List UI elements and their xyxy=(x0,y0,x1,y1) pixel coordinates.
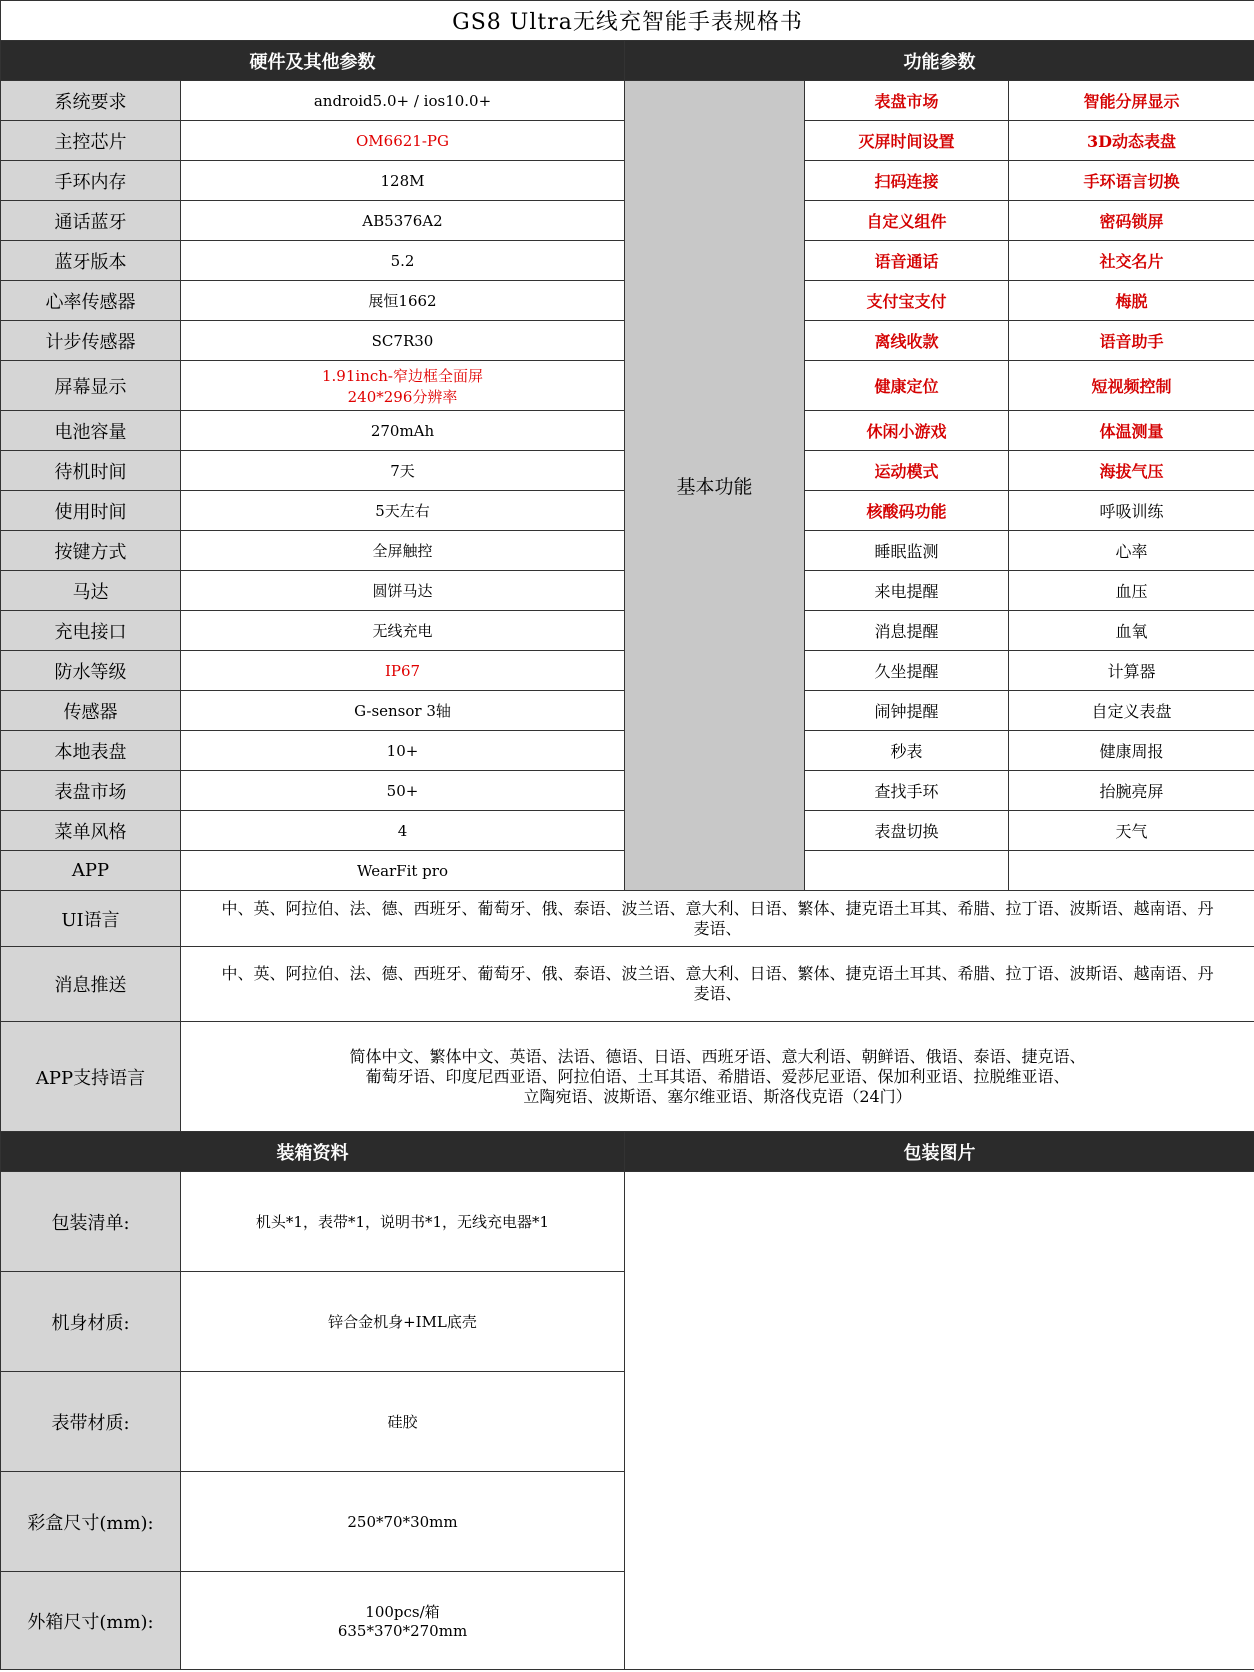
spec-value xyxy=(181,361,625,411)
spec-value: 50+ xyxy=(181,771,625,811)
spec-label: 马达 xyxy=(1,571,181,611)
basic-function-label: 基本功能 xyxy=(625,81,805,891)
spec-label: 传感器 xyxy=(1,691,181,731)
feature-cell: 久坐提醒 xyxy=(805,651,1009,691)
feature-cell: 心率 xyxy=(1009,531,1254,571)
spec-label: 防水等级 xyxy=(1,651,181,691)
feature-cell: 短视频控制 xyxy=(1009,361,1254,411)
packing-label: 机身材质: xyxy=(1,1272,181,1372)
feature-cell: 休闲小游戏 xyxy=(805,411,1009,451)
spec-value: IP67 xyxy=(181,651,625,691)
ui-language-row xyxy=(1,891,1254,947)
ui-language-line: 中、英、阿拉伯、法、德、西班牙、葡萄牙、俄、泰语、波兰语、意大利、日语、繁体、捷克语土耳其、希腊、拉丁语、波斯语、越南语、丹 xyxy=(221,898,1214,918)
app-language-line: 立陶宛语、波斯语、塞尔维亚语、斯洛伐克语（24门） xyxy=(523,1086,912,1106)
packing-label: 外箱尺寸(mm): xyxy=(1,1572,181,1670)
feature-cell: 语音通话 xyxy=(805,241,1009,281)
spec-value-line: 240*296分辨率 xyxy=(347,387,458,406)
packing-value xyxy=(181,1572,625,1670)
feature-cell: 血压 xyxy=(1009,571,1254,611)
packing-label: 彩盒尺寸(mm): xyxy=(1,1472,181,1572)
spec-value: 展恒1662 xyxy=(181,281,625,321)
feature-cell: 表盘切换 xyxy=(805,811,1009,851)
ui-language-label: UI语言 xyxy=(1,891,181,947)
spec-label: 菜单风格 xyxy=(1,811,181,851)
packing-value: 250*70*30mm xyxy=(181,1472,625,1572)
feature-cell: 体温测量 xyxy=(1009,411,1254,451)
spec-label: 心率传感器 xyxy=(1,281,181,321)
feature-cell: 灭屏时间设置 xyxy=(805,121,1009,161)
spec-label: 系统要求 xyxy=(1,81,181,121)
feature-cell: 社交名片 xyxy=(1009,241,1254,281)
spec-value: SC7R30 xyxy=(181,321,625,361)
spec-value: OM6621-PG xyxy=(181,121,625,161)
spec-label: APP xyxy=(1,851,181,891)
packing-value: 锌合金机身+IML底壳 xyxy=(181,1272,625,1372)
spec-label: 主控芯片 xyxy=(1,121,181,161)
feature-cell: 离线收款 xyxy=(805,321,1009,361)
feature-cell: 表盘市场 xyxy=(805,81,1009,121)
feature-cell xyxy=(1009,851,1254,891)
spec-value: 270mAh xyxy=(181,411,625,451)
feature-cell: 天气 xyxy=(1009,811,1254,851)
feature-cell: 消息提醒 xyxy=(805,611,1009,651)
packing-row xyxy=(1,1172,1254,1272)
feature-cell xyxy=(805,851,1009,891)
feature-cell: 语音助手 xyxy=(1009,321,1254,361)
section-header-packing: 装箱资料 xyxy=(1,1132,625,1172)
feature-cell: 海拔气压 xyxy=(1009,451,1254,491)
spec-value: WearFit pro xyxy=(181,851,625,891)
feature-cell: 自定义组件 xyxy=(805,201,1009,241)
spec-label: 通话蓝牙 xyxy=(1,201,181,241)
feature-cell: 手环语言切换 xyxy=(1009,161,1254,201)
ui-language-value xyxy=(181,891,1254,947)
packing-label: 包装清单: xyxy=(1,1172,181,1272)
spec-label: 本地表盘 xyxy=(1,731,181,771)
page-title: GS8 Ultra无线充智能手表规格书 xyxy=(1,1,1254,41)
spec-value: 10+ xyxy=(181,731,625,771)
message-push-line: 中、英、阿拉伯、法、德、西班牙、葡萄牙、俄、泰语、波兰语、意大利、日语、繁体、捷克语土耳其、希腊、拉丁语、波斯语、越南语、丹 xyxy=(221,964,1214,983)
feature-cell: 来电提醒 xyxy=(805,571,1009,611)
feature-cell: 闹钟提醒 xyxy=(805,691,1009,731)
spec-label: 蓝牙版本 xyxy=(1,241,181,281)
spec-label: 充电接口 xyxy=(1,611,181,651)
spec-label: 待机时间 xyxy=(1,451,181,491)
feature-cell: 抬腕亮屏 xyxy=(1009,771,1254,811)
spec-value-line: 1.91inch-窄边框全面屏 xyxy=(322,366,483,385)
spec-value: 5.2 xyxy=(181,241,625,281)
feature-cell: 自定义表盘 xyxy=(1009,691,1254,731)
app-language-value xyxy=(181,1022,1254,1132)
feature-cell: 智能分屏显示 xyxy=(1009,81,1254,121)
message-push-row xyxy=(1,947,1254,1022)
ui-language-line: 麦语、 xyxy=(693,918,742,938)
feature-cell: 睡眠监测 xyxy=(805,531,1009,571)
section-header-function: 功能参数 xyxy=(625,41,1254,81)
spec-value: 5天左右 xyxy=(181,491,625,531)
packing-value: 机头*1，表带*1，说明书*1，无线充电器*1 xyxy=(181,1172,625,1272)
feature-cell: 核酸码功能 xyxy=(805,491,1009,531)
spec-label: 手环内存 xyxy=(1,161,181,201)
packing-value-line: 635*370*270mm xyxy=(337,1622,468,1640)
spec-label: 计步传感器 xyxy=(1,321,181,361)
spec-label: 按键方式 xyxy=(1,531,181,571)
packing-value-line: 100pcs/箱 xyxy=(365,1603,440,1621)
section-header-package-image: 包装图片 xyxy=(625,1132,1254,1172)
message-push-value xyxy=(181,947,1254,1022)
spec-value: 全屏触控 xyxy=(181,531,625,571)
message-push-label: 消息推送 xyxy=(1,947,181,1022)
feature-cell: 扫码连接 xyxy=(805,161,1009,201)
feature-cell: 支付宝支付 xyxy=(805,281,1009,321)
spec-value: android5.0+ / ios10.0+ xyxy=(181,81,625,121)
feature-cell: 呼吸训练 xyxy=(1009,491,1254,531)
spec-value: 128M xyxy=(181,161,625,201)
app-language-label: APP支持语言 xyxy=(1,1022,181,1132)
feature-cell: 血氧 xyxy=(1009,611,1254,651)
spec-label: 电池容量 xyxy=(1,411,181,451)
packing-value: 硅胶 xyxy=(181,1372,625,1472)
feature-cell: 计算器 xyxy=(1009,651,1254,691)
feature-cell: 梅脱 xyxy=(1009,281,1254,321)
spec-value: G-sensor 3轴 xyxy=(181,691,625,731)
spec-value: 无线充电 xyxy=(181,611,625,651)
feature-cell: 3D动态表盘 xyxy=(1009,121,1254,161)
feature-cell: 健康周报 xyxy=(1009,731,1254,771)
feature-cell: 健康定位 xyxy=(805,361,1009,411)
packing-label: 表带材质: xyxy=(1,1372,181,1472)
feature-cell: 密码锁屏 xyxy=(1009,201,1254,241)
spec-label: 使用时间 xyxy=(1,491,181,531)
section-header-hardware: 硬件及其他参数 xyxy=(1,41,625,81)
spec-value: 4 xyxy=(181,811,625,851)
spec-label: 屏幕显示 xyxy=(1,361,181,411)
spec-value: 圆饼马达 xyxy=(181,571,625,611)
spec-row xyxy=(1,81,1254,121)
package-image-area xyxy=(625,1172,1254,1670)
app-language-line: 简体中文、繁体中文、英语、法语、德语、日语、西班牙语、意大利语、朝鲜语、俄语、泰语、捷克语、 xyxy=(349,1046,1086,1066)
feature-cell: 运动模式 xyxy=(805,451,1009,491)
feature-cell: 查找手环 xyxy=(805,771,1009,811)
app-language-line: 葡萄牙语、印度尼西亚语、阿拉伯语、土耳其语、希腊语、爱莎尼亚语、保加利亚语、拉脱维亚语、 xyxy=(365,1066,1070,1086)
feature-cell: 秒表 xyxy=(805,731,1009,771)
spec-label: 表盘市场 xyxy=(1,771,181,811)
message-push-line: 麦语、 xyxy=(693,984,742,1003)
app-language-row xyxy=(1,1022,1254,1132)
spec-value: AB5376A2 xyxy=(181,201,625,241)
spec-value: 7天 xyxy=(181,451,625,491)
